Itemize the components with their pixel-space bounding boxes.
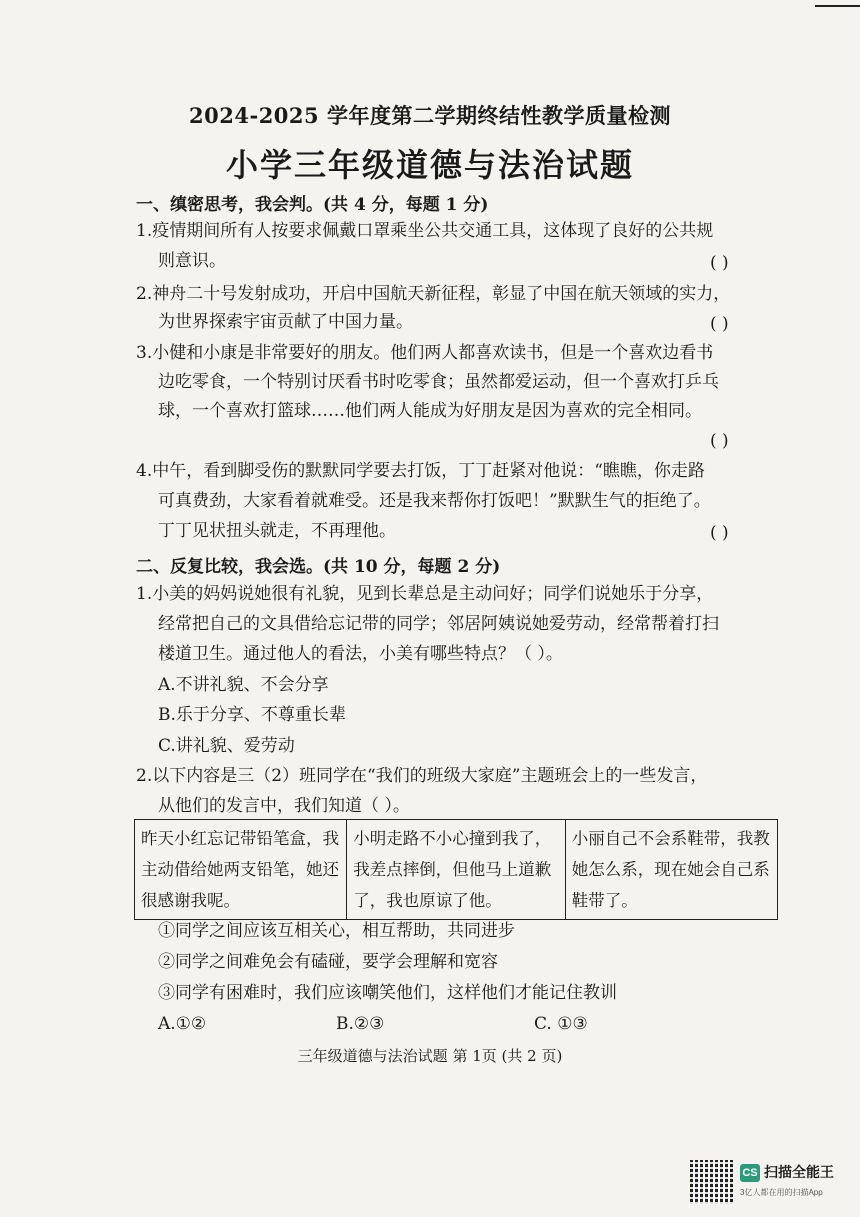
answer-paren: ( ) bbox=[710, 314, 729, 334]
s1-q3-line3: 球，一个喜欢打篮球……他们两人能成为好朋友是因为喜欢的完全相同。 bbox=[158, 401, 702, 421]
s2-q2-option-a: A.①② bbox=[158, 1014, 207, 1034]
page-footer: 三年级道德与法治试题 第 1页 (共 2 页) bbox=[297, 1047, 563, 1065]
s2-q2-option-b: B.②③ bbox=[336, 1014, 385, 1034]
answer-paren: ( ) bbox=[710, 431, 729, 451]
s1-q3-line2: 边吃零食，一个特别讨厌看书时吃零食；虽然都爱运动，但一个喜欢打乒乓 bbox=[158, 372, 719, 392]
watermark-name: 扫描全能王 bbox=[764, 1164, 834, 1180]
s2-q2-option-c: C. ①③ bbox=[534, 1014, 588, 1034]
speech-cell: 昨天小红忘记带铅笔盒，我主动借给她两支铅笔，她还很感谢我呢。 bbox=[135, 820, 347, 920]
s1-q4-line1: 4.中午，看到脚受伤的默默同学要去打饭，丁丁赶紧对他说：“瞧瞧，你走路 bbox=[136, 461, 705, 481]
s1-q1-line1: 1.疫情期间所有人按要求佩戴口罩乘坐公共交通工具，这体现了良好的公共规 bbox=[136, 221, 714, 241]
s2-q1-line3: 楼道卫生。通过他人的看法，小美有哪些特点？（ ）。 bbox=[158, 644, 563, 664]
exam-subtitle: 2024-2025 学年度第二学期终结性教学质量检测 bbox=[189, 103, 671, 128]
exam-title: 小学三年级道德与法治试题 bbox=[225, 146, 634, 184]
speech-table bbox=[134, 819, 778, 920]
qr-code-icon bbox=[690, 1160, 734, 1204]
s2-q2-statement-1: ①同学之间应该互相关心，相互帮助，共同进步 bbox=[158, 921, 515, 941]
s2-q2-statement-2: ②同学之间难免会有磕碰，要学会理解和宽容 bbox=[158, 952, 498, 972]
s2-q1-option-c: C.讲礼貌、爱劳动 bbox=[158, 736, 295, 756]
s1-q1-line2: 则意识。 bbox=[158, 251, 226, 271]
s2-q2-line1: 2.以下内容是三（2）班同学在“我们的班级大家庭”主题班会上的一些发言， bbox=[136, 766, 708, 786]
s1-q2-line2: 为世界探索宇宙贡献了中国力量。 bbox=[158, 312, 413, 332]
s2-q1-line2: 经常把自己的文具借给忘记带的同学；邻居阿姨说她爱劳动，经常帮着打扫 bbox=[158, 614, 719, 634]
edge-mark bbox=[815, 5, 860, 7]
s2-q1-option-b: B.乐于分享、不尊重长辈 bbox=[158, 705, 346, 725]
speech-cell: 小明走路不小心撞到我了，我差点摔倒，但他马上道歉了，我也原谅了他。 bbox=[347, 820, 566, 920]
s1-q2-line1: 2.神舟二十号发射成功，开启中国航天新征程，彰显了中国在航天领域的实力， bbox=[136, 284, 731, 304]
scanner-watermark bbox=[690, 1160, 850, 1206]
watermark-subtitle: 3亿人都在用的扫描App bbox=[740, 1188, 823, 1197]
section1-heading: 一、缜密思考，我会判。(共 4 分，每题 1 分) bbox=[136, 195, 489, 215]
answer-paren: ( ) bbox=[710, 523, 729, 543]
camscanner-logo-icon: CS bbox=[740, 1164, 760, 1182]
answer-paren: ( ) bbox=[710, 253, 729, 273]
s2-q1-option-a: A.不讲礼貌、不会分享 bbox=[158, 675, 329, 695]
section2-heading: 二、反复比较，我会选。(共 10 分，每题 2 分) bbox=[136, 557, 501, 577]
s2-q1-line1: 1.小美的妈妈说她很有礼貌，见到长辈总是主动问好；同学们说她乐于分享， bbox=[136, 584, 714, 604]
s1-q4-line3: 丁丁见状扭头就走，不再理他。 bbox=[158, 521, 396, 541]
s2-q2-statement-3: ③同学有困难时，我们应该嘲笑他们，这样他们才能记住教训 bbox=[158, 983, 617, 1003]
s1-q4-line2: 可真费劲，大家看着就难受。还是我来帮你打饭吧！”默默生气的拒绝了。 bbox=[158, 491, 711, 511]
speech-cell: 小丽自己不会系鞋带，我教她怎么系，现在她会自己系鞋带了。 bbox=[565, 820, 777, 920]
s1-q3-line1: 3.小健和小康是非常要好的朋友。他们两人都喜欢读书，但是一个喜欢边看书 bbox=[136, 343, 714, 363]
s2-q2-line2: 从他们的发言中，我们知道（ ）。 bbox=[158, 796, 410, 816]
